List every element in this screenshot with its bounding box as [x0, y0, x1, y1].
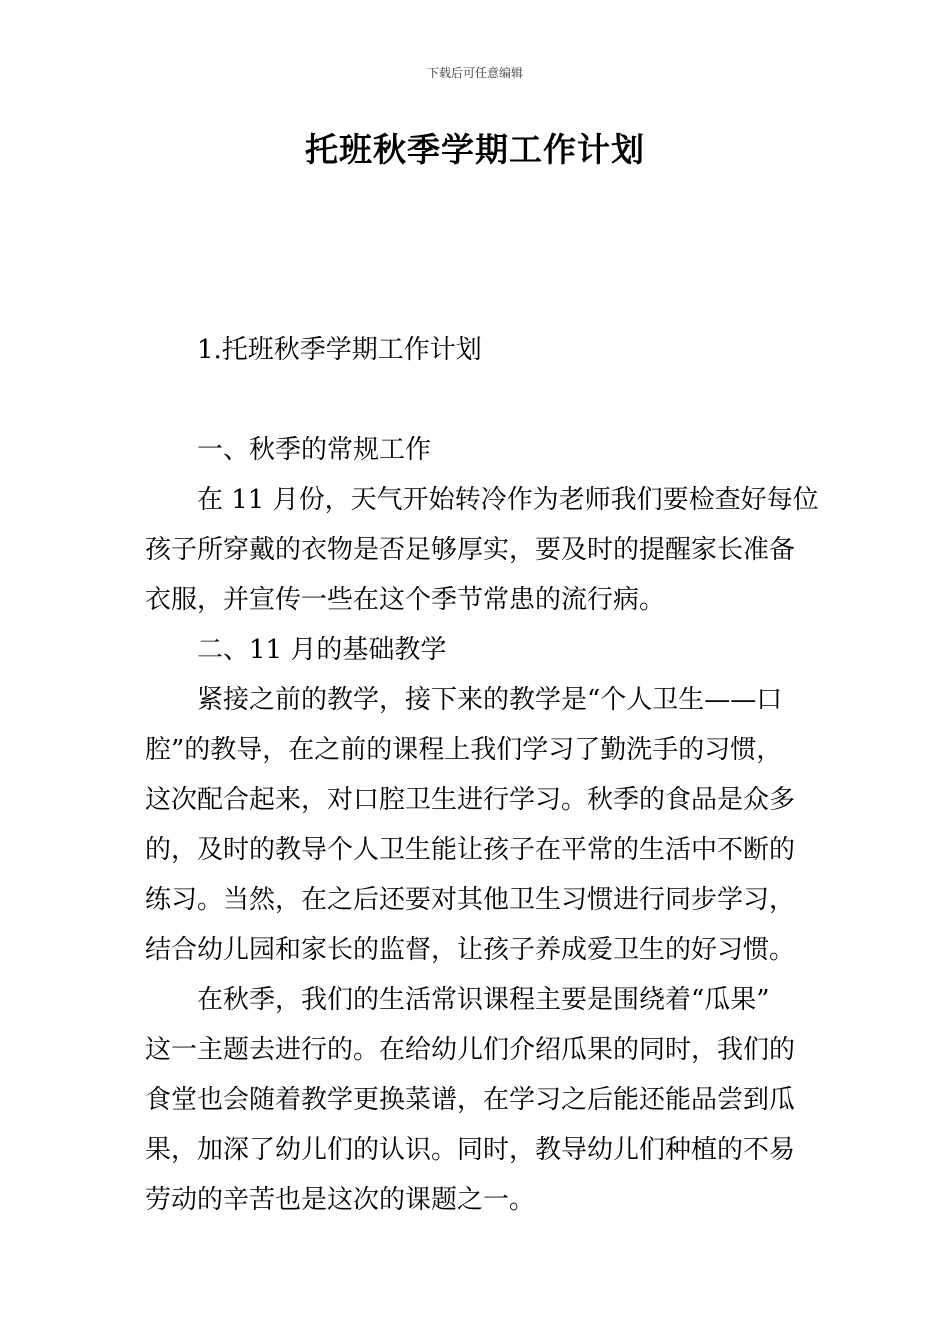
paragraph-line: 紧接之前的教学，接下来的教学是“个人卫生——口: [197, 685, 783, 715]
section-heading-1: 一、秋季的常规工作: [197, 435, 432, 465]
paragraph-2: [145, 675, 811, 975]
paragraph-line: 孩子所穿戴的衣物是否足够厚实，要及时的提醒家长准备: [145, 535, 796, 565]
paragraph-1: [145, 475, 819, 625]
paragraph-line: 食堂也会随着教学更换菜谱，在学习之后能还能品尝到瓜: [145, 1085, 796, 1115]
paragraph-line: 果，加深了幼儿们的认识。同时，教导幼儿们种植的不易: [145, 1135, 796, 1165]
paragraph-line: 腔”的教导，在之前的课程上我们学习了勤洗手的习惯，: [145, 735, 783, 765]
paragraph-line: 的，及时的教导个人卫生能让孩子在平常的生活中不断的: [145, 835, 796, 865]
paragraph-3: [145, 975, 811, 1225]
paragraph-line: 这次配合起来，对口腔卫生进行学习。秋季的食品是众多: [145, 785, 796, 815]
spacer: [145, 375, 811, 425]
paragraph-line: 衣服，并宣传一些在这个季节常患的流行病。: [145, 585, 666, 615]
section-heading-2: 二、11 月的基础教学: [197, 635, 447, 665]
sub-title: 1.托班秋季学期工作计划: [197, 335, 482, 365]
document-body: [145, 325, 819, 1225]
paragraph-line: 劳动的辛苦也是这次的课题之一。: [145, 1185, 536, 1215]
document-title: 托班秋季学期工作计划: [305, 130, 645, 169]
paragraph-line: 结合幼儿园和家长的监督，让孩子养成爱卫生的好习惯。: [145, 935, 796, 965]
paragraph-line: 在 11 月份，天气开始转冷作为老师我们要检查好每位: [197, 485, 819, 515]
paragraph-line: 在秋季，我们的生活常识课程主要是围绕着“瓜果”: [197, 985, 770, 1015]
paragraph-line: 这一主题去进行的。在给幼儿们介绍瓜果的同时，我们的: [145, 1035, 796, 1065]
header-note: 下载后可任意编辑: [426, 66, 523, 80]
paragraph-line: 练习。当然，在之后还要对其他卫生习惯进行同步学习，: [145, 885, 796, 915]
